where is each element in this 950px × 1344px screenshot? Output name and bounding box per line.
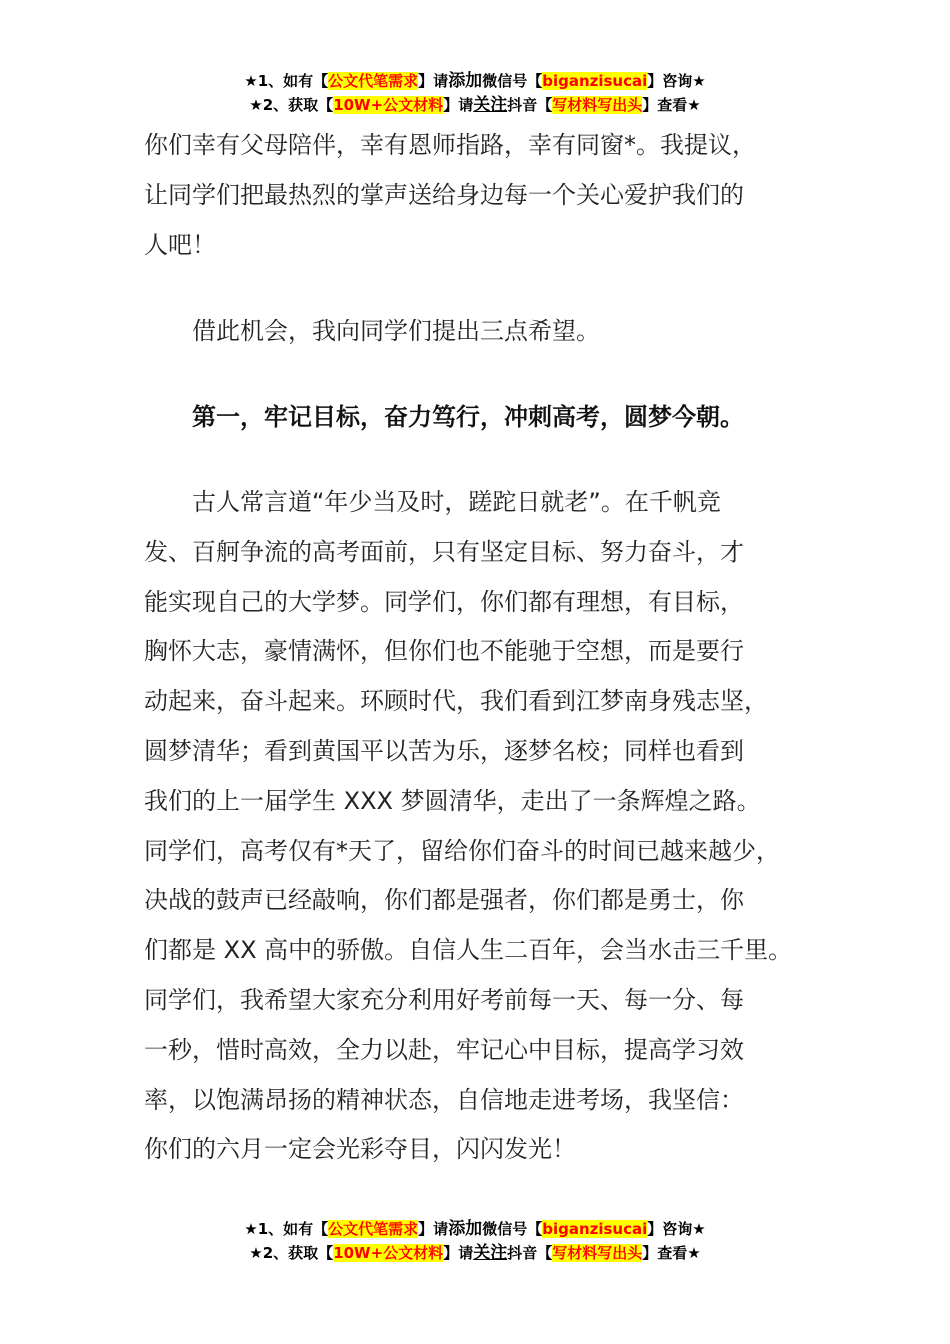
banner-text: 】咨询★: [647, 72, 706, 90]
banner-text: 】请: [443, 1244, 474, 1262]
paragraph-2: [144, 307, 824, 357]
banner-text: 抖音【: [507, 1244, 553, 1262]
banner-text: 微信号【: [482, 72, 543, 90]
banner-highlight: 写材料写出头: [552, 1244, 643, 1262]
text-line: 圆梦清华；看到黄国平以苦为乐，逐梦名校；同样也看到: [144, 736, 744, 765]
banner-text: 】查看★: [642, 96, 701, 114]
header-banner: [0, 69, 950, 117]
banner-emphasis: 添加: [448, 71, 483, 91]
banner-highlight: 公文代笔需求: [328, 72, 419, 90]
banner-highlight: 10W+公文材料: [333, 1244, 444, 1262]
banner-highlight: biganzisucai: [542, 1220, 648, 1238]
banner-text: ★1、如有【: [244, 72, 329, 90]
text-line: 人吧！: [144, 230, 216, 259]
banner-highlight: 公文代笔需求: [328, 1220, 419, 1238]
banner-emphasis: 关注: [473, 95, 508, 115]
text-line: 古人常言道“年少当及时，蹉跎日就老”。在千帆竞: [144, 488, 721, 516]
banner-text: 微信号【: [482, 1220, 543, 1238]
banner-emphasis: 添加: [448, 1219, 483, 1239]
banner-text: ★1、如有【: [244, 1220, 329, 1238]
text-line: 决战的鼓声已经敲响，你们都是强者，你们都是勇士，你: [144, 886, 744, 915]
section-heading: [144, 393, 824, 443]
text-line: 你们的六月一定会光彩夺目，闪闪发光！: [144, 1135, 576, 1164]
banner-text: 】咨询★: [647, 1220, 706, 1238]
banner-line-1: [0, 69, 950, 93]
banner-text: ★2、获取【: [249, 96, 334, 114]
paragraph-3: [144, 478, 824, 1175]
text-line: 发、百舸争流的高考面前，只有坚定目标、努力奋斗，才: [144, 537, 744, 566]
banner-text: 】请: [418, 72, 449, 90]
banner-text: 抖音【: [507, 96, 553, 114]
text-line: 借此机会，我向同学们提出三点希望。: [144, 317, 600, 345]
banner-line-1: [0, 1217, 950, 1241]
text-line: 胸怀大志，豪情满怀，但你们也不能驰于空想，而是要行: [144, 637, 744, 666]
banner-highlight: 写材料写出头: [552, 96, 643, 114]
text-line: 同学们，高考仅有*天了，留给你们奋斗的时间已越来越少，: [144, 836, 780, 865]
text-line: 们都是 XX 高中的骄傲。自信人生二百年，会当水击三千里。: [144, 936, 793, 965]
text-line: 率，以饱满昂扬的精神状态，自信地走进考场，我坚信：: [144, 1085, 744, 1114]
banner-emphasis: 关注: [473, 1243, 508, 1263]
text-line: 我们的上一届学生 XXX 梦圆清华，走出了一条辉煌之路。: [144, 786, 761, 815]
text-line: 同学们，我希望大家充分利用好考前每一天、每一分、每: [144, 985, 744, 1014]
banner-highlight: biganzisucai: [542, 72, 648, 90]
footer-banner: [0, 1217, 950, 1265]
banner-line-2: [0, 1241, 950, 1265]
text-line: 你们幸有父母陪伴，幸有恩师指路，幸有同窗*。我提议，: [144, 131, 756, 159]
heading-line: 第一，牢记目标，奋力笃行，冲刺高考，圆梦今朝。: [144, 403, 744, 431]
text-line: 动起来，奋斗起来。环顾时代，我们看到江梦南身残志坚，: [144, 687, 768, 716]
text-line: 能实现自己的大学梦。同学们，你们都有理想，有目标，: [144, 587, 744, 616]
text-line: 一秒，惜时高效，全力以赴，牢记心中目标，提高学习效: [144, 1035, 744, 1064]
banner-text: ★2、获取【: [249, 1244, 334, 1262]
banner-text: 】查看★: [642, 1244, 701, 1262]
paragraph-1: [144, 121, 824, 270]
banner-text: 】请: [418, 1220, 449, 1238]
banner-highlight: 10W+公文材料: [333, 96, 444, 114]
text-line: 让同学们把最热烈的掌声送给身边每一个关心爱护我们的: [144, 180, 744, 209]
banner-text: 】请: [443, 96, 474, 114]
banner-line-2: [0, 93, 950, 117]
